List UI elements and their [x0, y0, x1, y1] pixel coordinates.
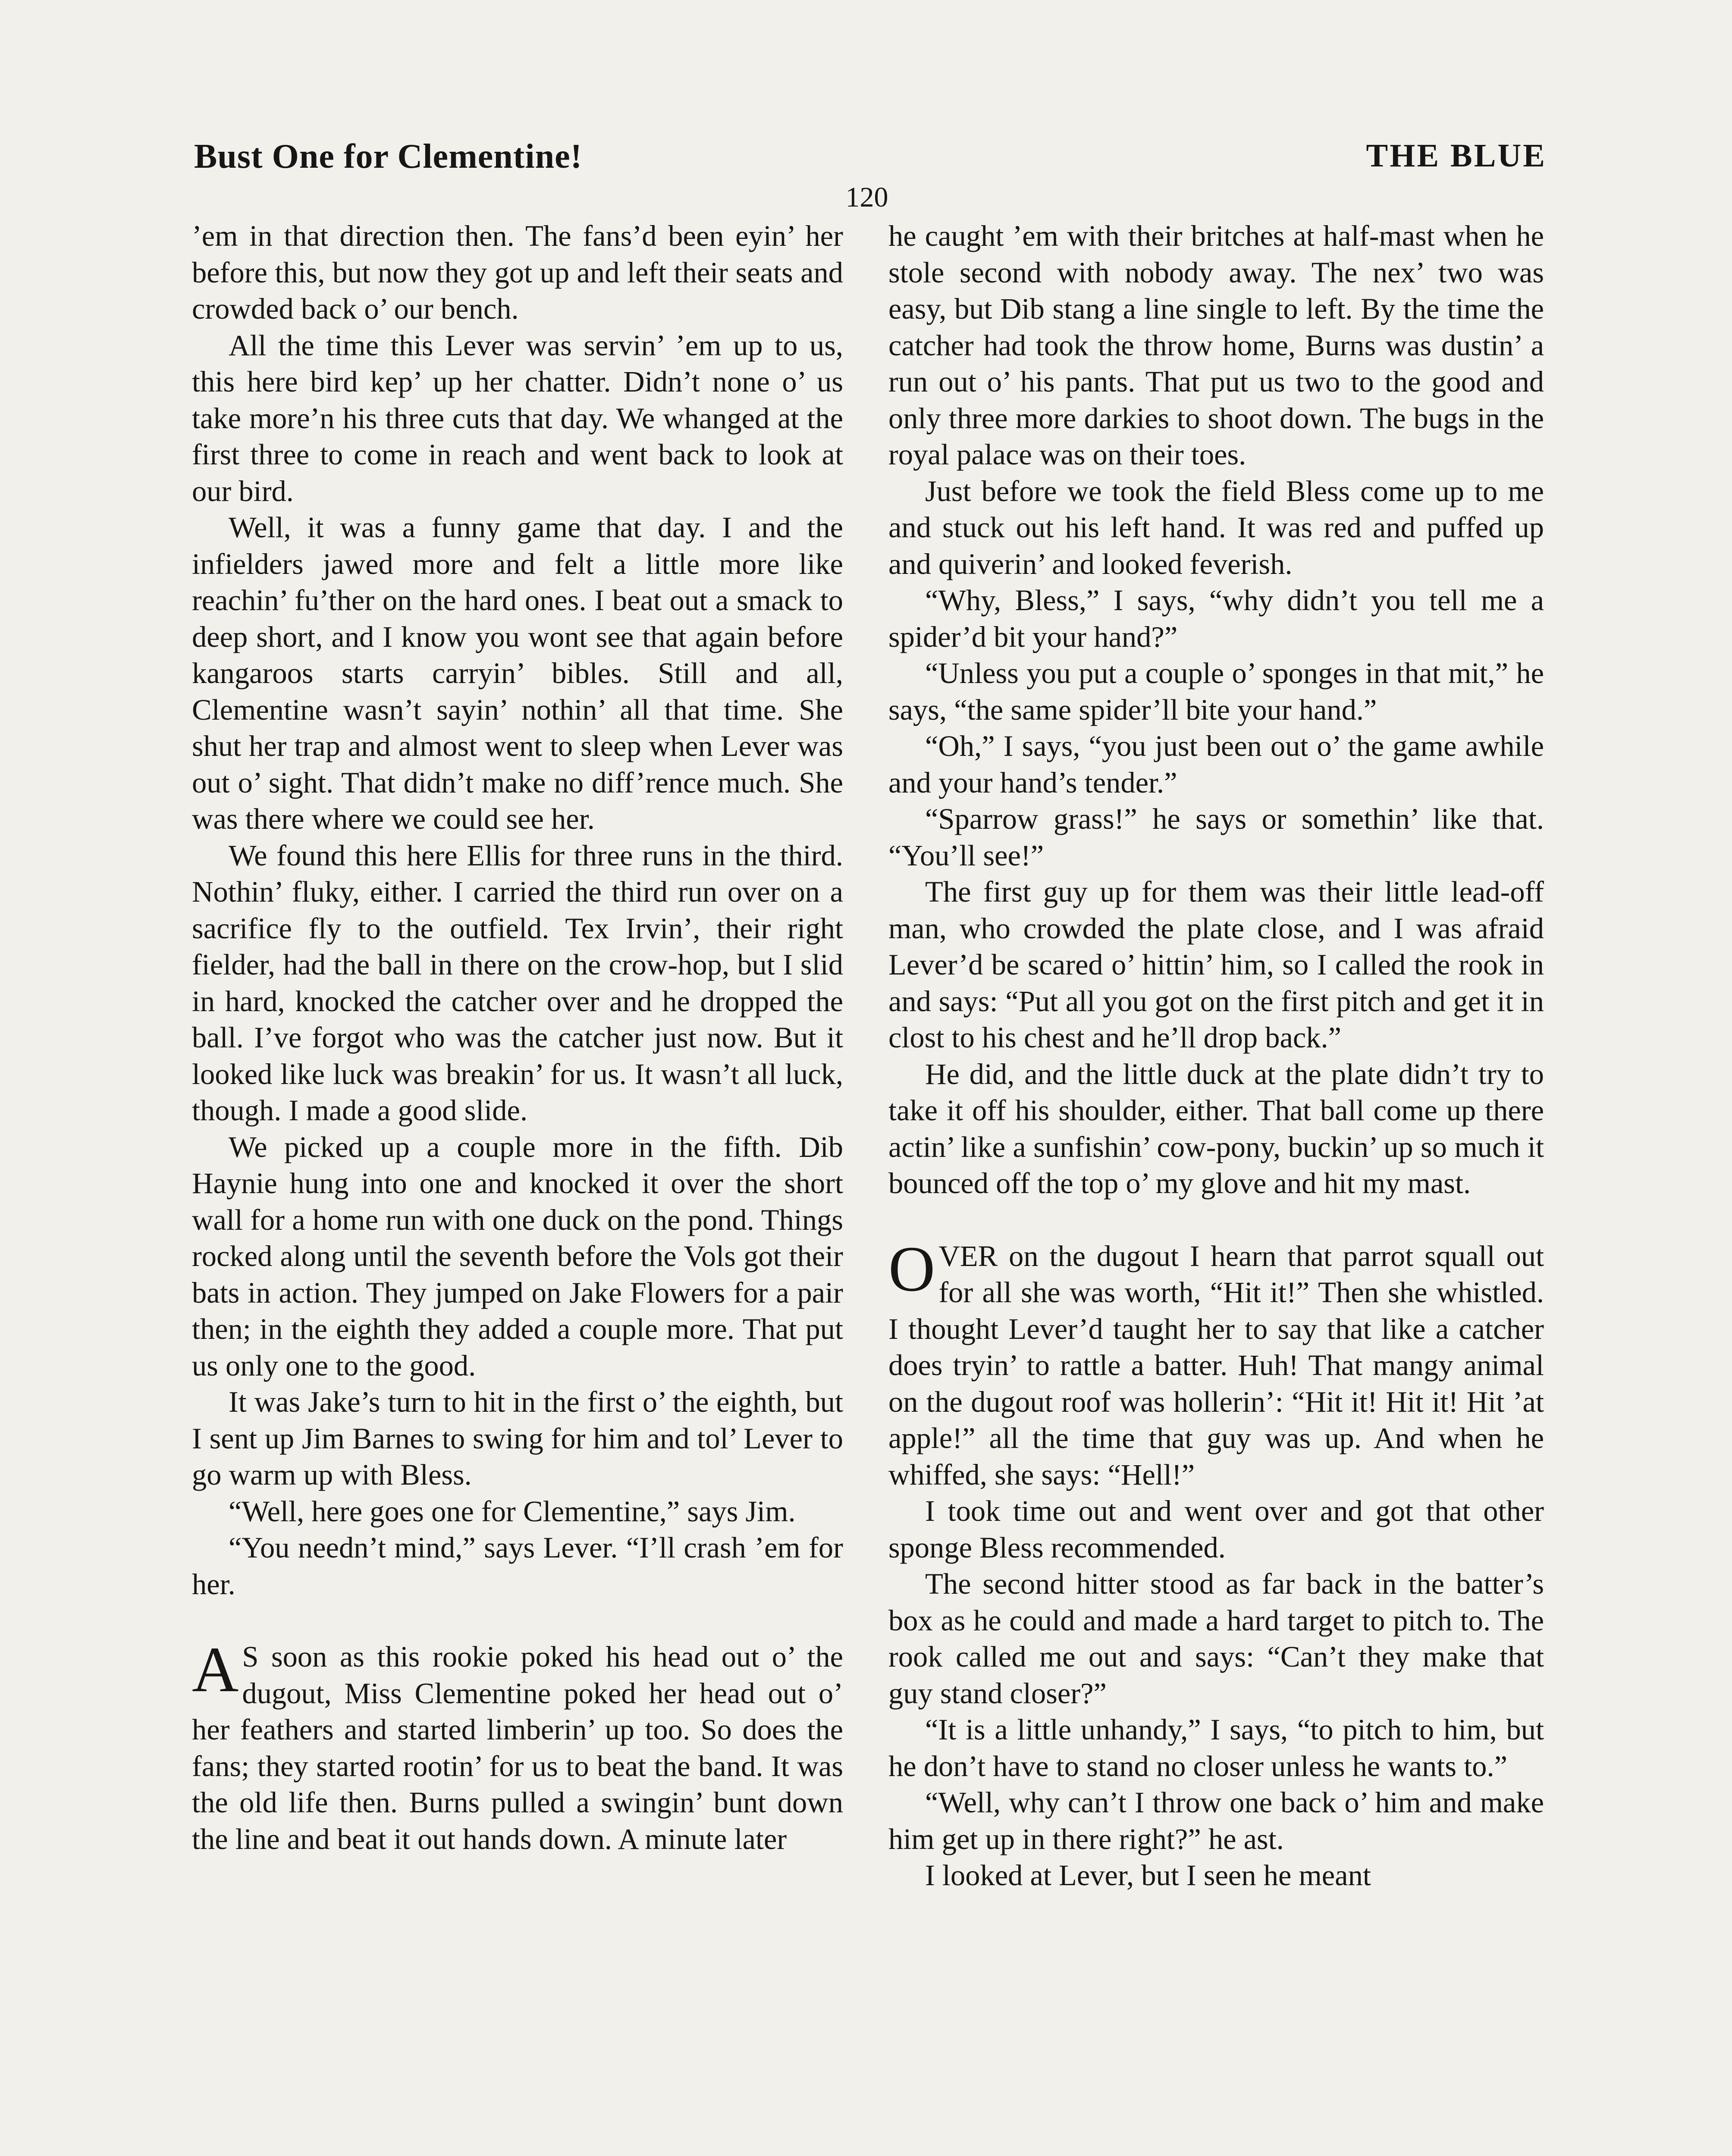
paragraph: “It is a little unhandy,” I says, “to pitch to him, but he don’t have to stand no closer unless he wants to.”	[888, 1713, 1544, 1783]
paragraph: “Oh,” I says, “you just been out o’ the game awhile and your hand’s tender.”	[888, 730, 1544, 799]
paragraph: “You needn’t mind,” says Lever. “I’ll crash ’em for her.	[192, 1531, 843, 1601]
page-number: 120	[845, 182, 888, 213]
paragraph: he caught ’em with their britches at half-mast when he stole second with nobody away. The nex’ two was easy, but Dib stang a line single to left. By the time the catcher had took the throw home, Burns was dustin’ a run out o’ his pants. That put us two to the good and only three more darkies to shoot down. The bugs in the royal palace was on their toes.	[888, 219, 1544, 471]
paragraph: Just before we took the field Bless come up to me and stuck out his left hand. It was red and puffed up and quiverin’ and looked feverish.	[888, 474, 1544, 580]
paragraph: We found this here Ellis for three runs in the third. Nothin’ fluky, either. I carried the third run over on a sacrifice fly to the outfield. Tex Irvin’, their right fielder, had the ball in there on the crow-hop, but I slid in hard, knocked the catcher over and he dropped the ball. I’ve forgot who was the catcher just now. But it looked like luck was breakin’ for us. It wasn’t all luck, though. I made a good slide.	[192, 839, 843, 1127]
paragraph: He did, and the little duck at the plate didn’t try to take it off his shoulder, either. That ball come up there actin’ like a sunfishin’ cow-pony, buckin’ up so much it bounced off the top o’ my glove and hit my mast.	[888, 1057, 1544, 1200]
drop-cap: A	[192, 1634, 239, 1705]
section-paragraph	[192, 1634, 843, 1857]
left-column	[192, 218, 843, 1857]
paragraph: We picked up a couple more in the fifth. Dib Haynie hung into one and knocked it over the short wall for a home run with one duck on the pond. Things rocked along until the seventh before the Vols got their bats in action. They jumped on Jake Flowers for a pair then; in the eighth they added a couple more. That put us only one to the good.	[192, 1130, 843, 1382]
paragraph: The first guy up for them was their little lead-off man, who crowded the plate close, and I was afraid Lever’d be scared o’ hittin’ him, so I called the rook in and says: “Put all you got on the first pitch and get it in clost to his chest and he’ll drop back.”	[888, 875, 1544, 1054]
paragraph: I took time out and went over and got that other sponge Bless recommended.	[888, 1495, 1544, 1564]
running-head	[194, 137, 1547, 180]
right-column	[888, 218, 1544, 1894]
paragraph: The second hitter stood as far back in the batter’s box as he could and made a hard target to pitch to. The rook called me out and says: “Can’t they make that guy stand closer?”	[888, 1567, 1544, 1710]
paragraph: All the time this Lever was servin’ ’em up to us, this here bird kep’ up her chatter. Didn’t none o’ us take more’n his three cuts that day. We whanged at the first three to come in reach and went back to look at our bird.	[192, 329, 843, 508]
magazine-name: THE BLUE	[1366, 138, 1547, 174]
section-text: S soon as this rookie poked his head out o’ the dugout, Miss Clementine poked her head out o’ her feathers and started limberin’ up too. So does the fans; they started rootin’ for us to beat the band. It was the old life then. Burns pulled a swingin’ bunt down the line and beat it out hands down. A minute later	[192, 1640, 843, 1855]
paragraph: Well, it was a funny game that day. I and the infielders jawed more and felt a little more like reachin’ fu’ther on the hard ones. I beat out a smack to deep short, and I know you wont see that again before kangaroos starts carryin’ bibles. Still and all, Clementine wasn’t sayin’ nothin’ all that time. She shut her trap and almost went to sleep when Lever was out o’ sight. That didn’t make no diff’rence much. She was there where we could see her.	[192, 511, 843, 835]
drop-cap: O	[888, 1233, 935, 1305]
paragraph: It was Jake’s turn to hit in the first o’ the eighth, but I sent up Jim Barnes to swing for him and tol’ Lever to go warm up with Bless.	[192, 1385, 843, 1491]
paragraph: “Unless you put a couple o’ sponges in that mit,” he says, “the same spider’ll bite your hand.”	[888, 657, 1544, 726]
paragraph: “Why, Bless,” I says, “why didn’t you tell me a spider’d bit your hand?”	[888, 584, 1544, 653]
story-title: Bust One for Clementine!	[194, 138, 583, 175]
paragraph: I looked at Lever, but I seen he meant	[925, 1859, 1371, 1892]
paragraph: ’em in that direction then. The fans’d been eyin’ her before this, but now they got up and left their seats and crowded back o’ our bench.	[192, 219, 843, 325]
paragraph: “Well, why can’t I throw one back o’ him and make him get up in there right?” he ast.	[888, 1786, 1544, 1855]
paragraph: “Well, here goes one for Clementine,” says Jim.	[229, 1495, 796, 1528]
paragraph: “Sparrow grass!” he says or somethin’ like that. “You’ll see!”	[888, 802, 1544, 872]
section-paragraph	[888, 1233, 1544, 1493]
section-text: VER on the dugout I hearn that parrot squall out for all she was worth, “Hit it!” Then she whistled. I thought Lever’d taught her to say that like a catcher does tryin’ to rattle a batter. Huh! That mangy animal on the dugout roof was hollerin’: “Hit it! Hit it! Hit ’at apple!” all the time that guy was up. And when he whiffed, she says: “Hell!”	[888, 1239, 1544, 1491]
